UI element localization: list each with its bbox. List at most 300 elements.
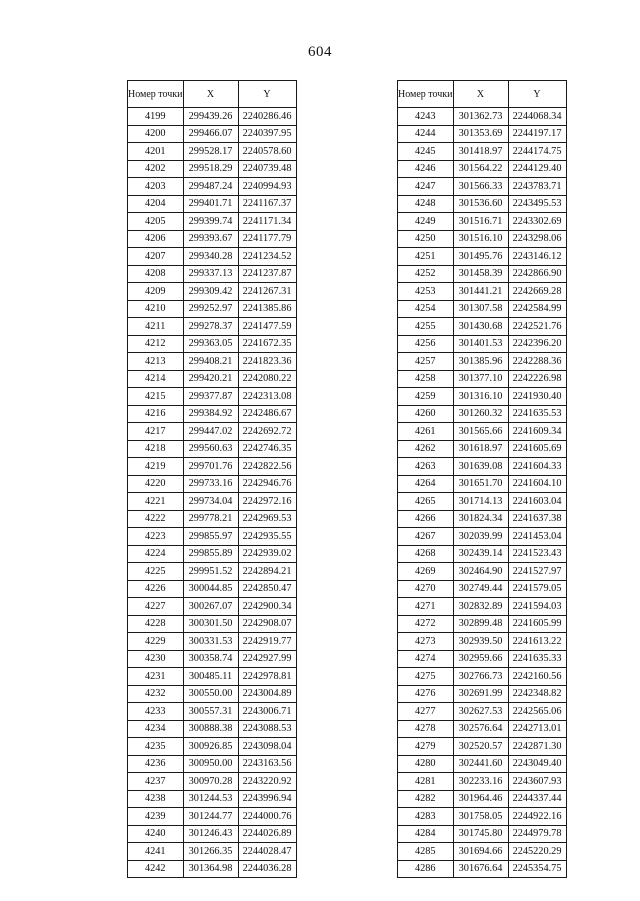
x-coordinate-cell: 300926.85	[183, 738, 238, 756]
y-coordinate-cell: 2241635.53	[508, 405, 566, 423]
point-number-cell: 4276	[398, 685, 454, 703]
table-row	[128, 860, 297, 878]
point-number-cell: 4241	[128, 843, 184, 861]
y-coordinate-cell: 2242521.76	[508, 318, 566, 336]
table-row	[398, 458, 567, 476]
point-number-cell: 4228	[128, 615, 184, 633]
table-row	[398, 405, 567, 423]
y-coordinate-cell: 2242919.77	[238, 633, 296, 651]
y-coordinate-cell: 2241234.52	[238, 248, 296, 266]
table-row	[398, 300, 567, 318]
point-number-cell: 4258	[398, 370, 454, 388]
x-coordinate-cell: 301639.08	[453, 458, 508, 476]
x-coordinate-cell: 300550.00	[183, 685, 238, 703]
y-coordinate-cell: 2243220.92	[238, 773, 296, 791]
table-row	[398, 353, 567, 371]
table-row	[398, 703, 567, 721]
table-row	[398, 720, 567, 738]
point-number-cell: 4200	[128, 125, 184, 143]
point-number-cell: 4223	[128, 528, 184, 546]
x-coordinate-cell: 301745.80	[453, 825, 508, 843]
table-row	[398, 755, 567, 773]
header-point-number: Номер точки	[128, 81, 184, 108]
point-number-cell: 4265	[398, 493, 454, 511]
table-row	[128, 615, 297, 633]
table-row	[128, 825, 297, 843]
point-number-cell: 4220	[128, 475, 184, 493]
table-row	[398, 423, 567, 441]
y-coordinate-cell: 2241167.37	[238, 195, 296, 213]
x-coordinate-cell: 301758.05	[453, 808, 508, 826]
table-row	[398, 265, 567, 283]
table-row	[398, 650, 567, 668]
header-x: X	[453, 81, 508, 108]
x-coordinate-cell: 301516.71	[453, 213, 508, 231]
x-coordinate-cell: 299401.71	[183, 195, 238, 213]
table-body-right	[398, 108, 567, 878]
y-coordinate-cell: 2245354.75	[508, 860, 566, 878]
y-coordinate-cell: 2241930.40	[508, 388, 566, 406]
x-coordinate-cell: 299855.89	[183, 545, 238, 563]
y-coordinate-cell: 2242348.82	[508, 685, 566, 703]
x-coordinate-cell: 301260.32	[453, 405, 508, 423]
x-coordinate-cell: 301364.98	[183, 860, 238, 878]
table-row	[128, 335, 297, 353]
point-number-cell: 4272	[398, 615, 454, 633]
x-coordinate-cell: 301362.73	[453, 108, 508, 126]
y-coordinate-cell: 2242935.55	[238, 528, 296, 546]
x-coordinate-cell: 299466.07	[183, 125, 238, 143]
point-number-cell: 4209	[128, 283, 184, 301]
y-coordinate-cell: 2242746.35	[238, 440, 296, 458]
table-row	[128, 790, 297, 808]
point-number-cell: 4234	[128, 720, 184, 738]
x-coordinate-cell: 301651.70	[453, 475, 508, 493]
y-coordinate-cell: 2244197.17	[508, 125, 566, 143]
x-coordinate-cell: 299778.21	[183, 510, 238, 528]
point-number-cell: 4254	[398, 300, 454, 318]
x-coordinate-cell: 300970.28	[183, 773, 238, 791]
y-coordinate-cell: 2244129.40	[508, 160, 566, 178]
table-row	[398, 108, 567, 126]
y-coordinate-cell: 2242396.20	[508, 335, 566, 353]
point-number-cell: 4217	[128, 423, 184, 441]
x-coordinate-cell: 301694.66	[453, 843, 508, 861]
y-coordinate-cell: 2241603.04	[508, 493, 566, 511]
point-number-cell: 4270	[398, 580, 454, 598]
x-coordinate-cell: 299447.02	[183, 423, 238, 441]
x-coordinate-cell: 301564.22	[453, 160, 508, 178]
y-coordinate-cell: 2244068.34	[508, 108, 566, 126]
point-number-cell: 4271	[398, 598, 454, 616]
point-number-cell: 4219	[128, 458, 184, 476]
y-coordinate-cell: 2243049.40	[508, 755, 566, 773]
x-coordinate-cell: 299560.63	[183, 440, 238, 458]
point-number-cell: 4237	[128, 773, 184, 791]
x-coordinate-cell: 302464.90	[453, 563, 508, 581]
x-coordinate-cell: 299399.74	[183, 213, 238, 231]
table-row	[128, 195, 297, 213]
y-coordinate-cell: 2243607.93	[508, 773, 566, 791]
point-number-cell: 4229	[128, 633, 184, 651]
table-row	[398, 493, 567, 511]
table-row	[128, 528, 297, 546]
table-row	[128, 650, 297, 668]
table-row	[398, 843, 567, 861]
point-number-cell: 4206	[128, 230, 184, 248]
table-row	[398, 615, 567, 633]
table-row	[128, 213, 297, 231]
y-coordinate-cell: 2241823.36	[238, 353, 296, 371]
table-body-left	[128, 108, 297, 878]
x-coordinate-cell: 299951.52	[183, 563, 238, 581]
table-row	[128, 318, 297, 336]
point-number-cell: 4211	[128, 318, 184, 336]
table-row	[398, 528, 567, 546]
x-coordinate-cell: 302691.99	[453, 685, 508, 703]
x-coordinate-cell: 300358.74	[183, 650, 238, 668]
point-number-cell: 4199	[128, 108, 184, 126]
y-coordinate-cell: 2242080.22	[238, 370, 296, 388]
page-number: 604	[308, 44, 332, 60]
x-coordinate-cell: 299337.13	[183, 265, 238, 283]
y-coordinate-cell: 2242978.81	[238, 668, 296, 686]
table-row	[398, 510, 567, 528]
x-coordinate-cell: 299487.24	[183, 178, 238, 196]
x-coordinate-cell: 301244.77	[183, 808, 238, 826]
x-coordinate-cell: 301964.46	[453, 790, 508, 808]
x-coordinate-cell: 300267.07	[183, 598, 238, 616]
coordinates-table-right	[397, 80, 567, 878]
x-coordinate-cell: 301495.76	[453, 248, 508, 266]
table-row	[398, 598, 567, 616]
point-number-cell: 4224	[128, 545, 184, 563]
y-coordinate-cell: 2240397.95	[238, 125, 296, 143]
y-coordinate-cell: 2242313.08	[238, 388, 296, 406]
header-y: Y	[508, 81, 566, 108]
y-coordinate-cell: 2242692.72	[238, 423, 296, 441]
point-number-cell: 4225	[128, 563, 184, 581]
y-coordinate-cell: 2241604.10	[508, 475, 566, 493]
point-number-cell: 4232	[128, 685, 184, 703]
point-number-cell: 4267	[398, 528, 454, 546]
x-coordinate-cell: 302520.57	[453, 738, 508, 756]
x-coordinate-cell: 299518.29	[183, 160, 238, 178]
y-coordinate-cell: 2243783.71	[508, 178, 566, 196]
point-number-cell: 4274	[398, 650, 454, 668]
y-coordinate-cell: 2242927.99	[238, 650, 296, 668]
y-coordinate-cell: 2241237.87	[238, 265, 296, 283]
x-coordinate-cell: 302766.73	[453, 668, 508, 686]
table-row	[398, 143, 567, 161]
table-row	[398, 370, 567, 388]
table-row	[128, 545, 297, 563]
table-row	[128, 423, 297, 441]
point-number-cell: 4215	[128, 388, 184, 406]
x-coordinate-cell: 299408.21	[183, 353, 238, 371]
y-coordinate-cell: 2241527.97	[508, 563, 566, 581]
y-coordinate-cell: 2242908.07	[238, 615, 296, 633]
x-coordinate-cell: 299377.87	[183, 388, 238, 406]
x-coordinate-cell: 300888.38	[183, 720, 238, 738]
table-row	[128, 248, 297, 266]
point-number-cell: 4285	[398, 843, 454, 861]
y-coordinate-cell: 2243146.12	[508, 248, 566, 266]
y-coordinate-cell: 2243098.04	[238, 738, 296, 756]
y-coordinate-cell: 2244922.16	[508, 808, 566, 826]
y-coordinate-cell: 2243088.53	[238, 720, 296, 738]
y-coordinate-cell: 2243996.94	[238, 790, 296, 808]
x-coordinate-cell: 301618.97	[453, 440, 508, 458]
x-coordinate-cell: 299734.04	[183, 493, 238, 511]
table-row	[128, 580, 297, 598]
x-coordinate-cell: 302627.53	[453, 703, 508, 721]
table-row	[398, 563, 567, 581]
point-number-cell: 4227	[128, 598, 184, 616]
y-coordinate-cell: 2242669.28	[508, 283, 566, 301]
y-coordinate-cell: 2241579.05	[508, 580, 566, 598]
point-number-cell: 4246	[398, 160, 454, 178]
y-coordinate-cell: 2243006.71	[238, 703, 296, 721]
y-coordinate-cell: 2242226.98	[508, 370, 566, 388]
x-coordinate-cell: 301418.97	[453, 143, 508, 161]
x-coordinate-cell: 301565.66	[453, 423, 508, 441]
point-number-cell: 4277	[398, 703, 454, 721]
y-coordinate-cell: 2241605.69	[508, 440, 566, 458]
x-coordinate-cell: 301676.64	[453, 860, 508, 878]
coordinates-table-left	[127, 80, 297, 878]
x-coordinate-cell: 301566.33	[453, 178, 508, 196]
y-coordinate-cell: 2244337.44	[508, 790, 566, 808]
y-coordinate-cell: 2242969.53	[238, 510, 296, 528]
x-coordinate-cell: 299309.42	[183, 283, 238, 301]
point-number-cell: 4238	[128, 790, 184, 808]
table-row	[128, 720, 297, 738]
y-coordinate-cell: 2241453.04	[508, 528, 566, 546]
point-number-cell: 4205	[128, 213, 184, 231]
table-row	[398, 773, 567, 791]
table-row	[128, 843, 297, 861]
table-row	[128, 755, 297, 773]
y-coordinate-cell: 2240578.60	[238, 143, 296, 161]
table-row	[398, 808, 567, 826]
y-coordinate-cell: 2240739.48	[238, 160, 296, 178]
table-row	[128, 143, 297, 161]
point-number-cell: 4243	[398, 108, 454, 126]
table-row	[128, 440, 297, 458]
table-row	[398, 283, 567, 301]
table-row	[398, 685, 567, 703]
point-number-cell: 4226	[128, 580, 184, 598]
table-row	[398, 668, 567, 686]
y-coordinate-cell: 2241605.99	[508, 615, 566, 633]
table-row	[128, 125, 297, 143]
y-coordinate-cell: 2242900.34	[238, 598, 296, 616]
y-coordinate-cell: 2241523.43	[508, 545, 566, 563]
point-number-cell: 4208	[128, 265, 184, 283]
x-coordinate-cell: 299855.97	[183, 528, 238, 546]
point-number-cell: 4245	[398, 143, 454, 161]
y-coordinate-cell: 2243298.06	[508, 230, 566, 248]
point-number-cell: 4286	[398, 860, 454, 878]
x-coordinate-cell: 299278.37	[183, 318, 238, 336]
x-coordinate-cell: 302439.14	[453, 545, 508, 563]
x-coordinate-cell: 299363.05	[183, 335, 238, 353]
table-header-row	[128, 81, 297, 108]
point-number-cell: 4207	[128, 248, 184, 266]
table-row	[398, 388, 567, 406]
x-coordinate-cell: 301316.10	[453, 388, 508, 406]
point-number-cell: 4250	[398, 230, 454, 248]
y-coordinate-cell: 2242850.47	[238, 580, 296, 598]
y-coordinate-cell: 2241267.31	[238, 283, 296, 301]
y-coordinate-cell: 2241594.03	[508, 598, 566, 616]
table-row	[398, 633, 567, 651]
x-coordinate-cell: 301430.68	[453, 318, 508, 336]
table-row	[398, 475, 567, 493]
table-row	[128, 668, 297, 686]
point-number-cell: 4283	[398, 808, 454, 826]
y-coordinate-cell: 2241609.34	[508, 423, 566, 441]
point-number-cell: 4236	[128, 755, 184, 773]
table-row	[128, 283, 297, 301]
x-coordinate-cell: 301824.34	[453, 510, 508, 528]
y-coordinate-cell: 2243302.69	[508, 213, 566, 231]
x-coordinate-cell: 301714.13	[453, 493, 508, 511]
point-number-cell: 4280	[398, 755, 454, 773]
y-coordinate-cell: 2241613.22	[508, 633, 566, 651]
y-coordinate-cell: 2242822.56	[238, 458, 296, 476]
point-number-cell: 4275	[398, 668, 454, 686]
table-row	[398, 440, 567, 458]
x-coordinate-cell: 299384.92	[183, 405, 238, 423]
x-coordinate-cell: 300557.31	[183, 703, 238, 721]
x-coordinate-cell: 301458.39	[453, 265, 508, 283]
y-coordinate-cell: 2241385.86	[238, 300, 296, 318]
y-coordinate-cell: 2241635.33	[508, 650, 566, 668]
x-coordinate-cell: 301377.10	[453, 370, 508, 388]
point-number-cell: 4242	[128, 860, 184, 878]
table-row	[128, 633, 297, 651]
point-number-cell: 4261	[398, 423, 454, 441]
table-row	[128, 598, 297, 616]
y-coordinate-cell: 2242894.21	[238, 563, 296, 581]
table-row	[398, 178, 567, 196]
y-coordinate-cell: 2242288.36	[508, 353, 566, 371]
x-coordinate-cell: 301441.21	[453, 283, 508, 301]
table-row	[398, 860, 567, 878]
point-number-cell: 4248	[398, 195, 454, 213]
table-row	[128, 703, 297, 721]
x-coordinate-cell: 301266.35	[183, 843, 238, 861]
point-number-cell: 4233	[128, 703, 184, 721]
x-coordinate-cell: 302749.44	[453, 580, 508, 598]
x-coordinate-cell: 302939.50	[453, 633, 508, 651]
point-number-cell: 4212	[128, 335, 184, 353]
x-coordinate-cell: 301516.10	[453, 230, 508, 248]
point-number-cell: 4203	[128, 178, 184, 196]
y-coordinate-cell: 2242584.99	[508, 300, 566, 318]
table-row	[398, 738, 567, 756]
y-coordinate-cell: 2243004.89	[238, 685, 296, 703]
point-number-cell: 4240	[128, 825, 184, 843]
point-number-cell: 4204	[128, 195, 184, 213]
point-number-cell: 4268	[398, 545, 454, 563]
table-row	[398, 825, 567, 843]
y-coordinate-cell: 2242871.30	[508, 738, 566, 756]
table-row	[128, 388, 297, 406]
table-row	[128, 178, 297, 196]
table-row	[398, 195, 567, 213]
y-coordinate-cell: 2242486.67	[238, 405, 296, 423]
point-number-cell: 4221	[128, 493, 184, 511]
y-coordinate-cell: 2244036.28	[238, 860, 296, 878]
x-coordinate-cell: 299701.76	[183, 458, 238, 476]
x-coordinate-cell: 302441.60	[453, 755, 508, 773]
point-number-cell: 4210	[128, 300, 184, 318]
header-x: X	[183, 81, 238, 108]
x-coordinate-cell: 299393.67	[183, 230, 238, 248]
table-row	[128, 108, 297, 126]
y-coordinate-cell: 2241177.79	[238, 230, 296, 248]
y-coordinate-cell: 2240994.93	[238, 178, 296, 196]
x-coordinate-cell: 300044.85	[183, 580, 238, 598]
x-coordinate-cell: 301353.69	[453, 125, 508, 143]
table-header-row	[398, 81, 567, 108]
point-number-cell: 4264	[398, 475, 454, 493]
x-coordinate-cell: 299340.28	[183, 248, 238, 266]
y-coordinate-cell: 2241637.38	[508, 510, 566, 528]
table-row	[128, 493, 297, 511]
point-number-cell: 4255	[398, 318, 454, 336]
table-row	[128, 300, 297, 318]
table-row	[398, 580, 567, 598]
table-row	[128, 405, 297, 423]
y-coordinate-cell: 2242939.02	[238, 545, 296, 563]
x-coordinate-cell: 302832.89	[453, 598, 508, 616]
y-coordinate-cell: 2241171.34	[238, 213, 296, 231]
point-number-cell: 4282	[398, 790, 454, 808]
table-row	[128, 563, 297, 581]
y-coordinate-cell: 2245220.29	[508, 843, 566, 861]
x-coordinate-cell: 300301.50	[183, 615, 238, 633]
table-row	[398, 790, 567, 808]
header-y: Y	[238, 81, 296, 108]
x-coordinate-cell: 302039.99	[453, 528, 508, 546]
point-number-cell: 4222	[128, 510, 184, 528]
table-row	[128, 773, 297, 791]
table-row	[128, 808, 297, 826]
table-row	[398, 213, 567, 231]
table-row	[128, 475, 297, 493]
x-coordinate-cell: 301244.53	[183, 790, 238, 808]
x-coordinate-cell: 302233.16	[453, 773, 508, 791]
y-coordinate-cell: 2240286.46	[238, 108, 296, 126]
point-number-cell: 4201	[128, 143, 184, 161]
point-number-cell: 4244	[398, 125, 454, 143]
point-number-cell: 4257	[398, 353, 454, 371]
y-coordinate-cell: 2241477.59	[238, 318, 296, 336]
point-number-cell: 4214	[128, 370, 184, 388]
point-number-cell: 4218	[128, 440, 184, 458]
point-number-cell: 4251	[398, 248, 454, 266]
x-coordinate-cell: 300950.00	[183, 755, 238, 773]
table-row	[128, 353, 297, 371]
point-number-cell: 4247	[398, 178, 454, 196]
x-coordinate-cell: 299252.97	[183, 300, 238, 318]
y-coordinate-cell: 2244979.78	[508, 825, 566, 843]
x-coordinate-cell: 301385.96	[453, 353, 508, 371]
